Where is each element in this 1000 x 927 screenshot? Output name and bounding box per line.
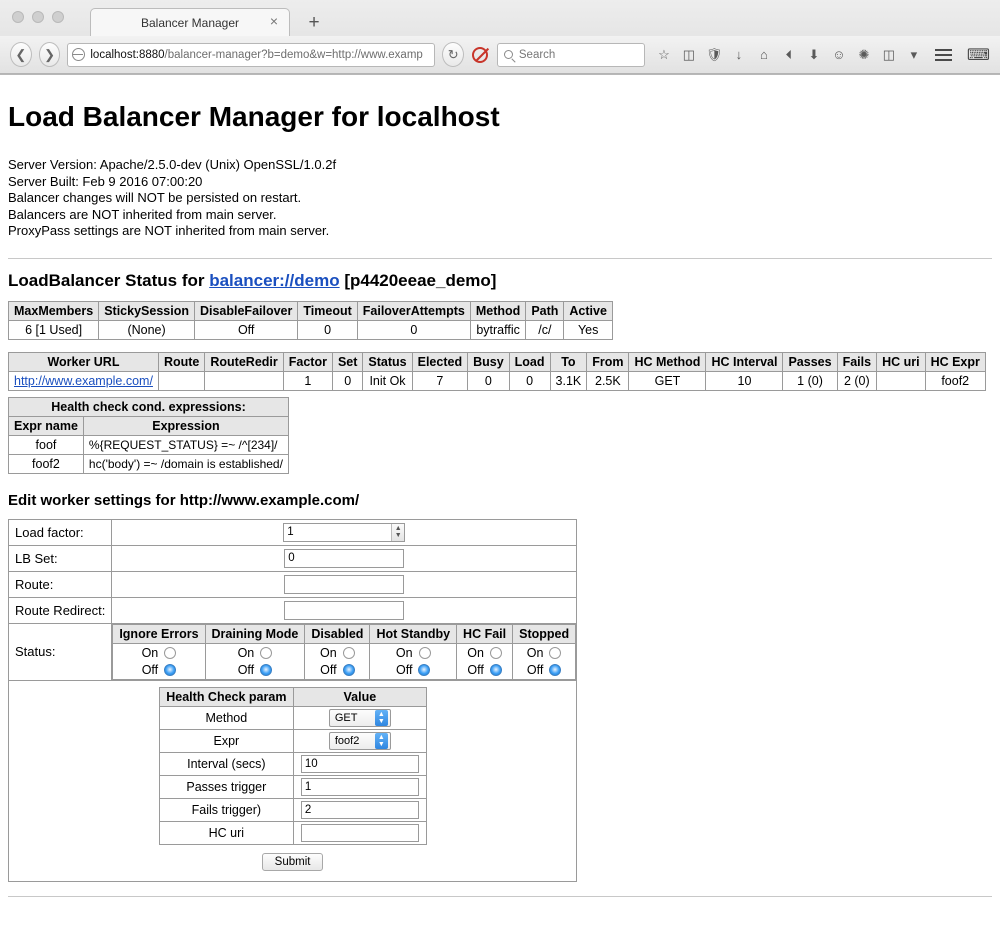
blocked-content-icon[interactable] (471, 42, 490, 67)
radio-on-label: On (320, 645, 337, 660)
cell-expression: %{REQUEST_STATUS} =~ /^[234]/ (83, 435, 288, 454)
cell-hc-param-interval: Interval (secs) (159, 752, 294, 775)
tab-balancer-manager[interactable] (90, 8, 290, 36)
th-expr-name: Expr name (9, 416, 84, 435)
cell-hc-param-expr: Expr (159, 729, 294, 752)
cell-hc-value-uri[interactable] (294, 821, 426, 844)
radio-group-draining-mode[interactable] (205, 643, 305, 679)
th-hc-expr: HC Expr (925, 352, 985, 371)
hc-fails-input[interactable] (301, 801, 419, 819)
cell-hc-value-method[interactable] (294, 706, 426, 729)
search-placeholder: Search (518, 48, 556, 61)
cell-elected: 7 (412, 371, 467, 390)
table-header-row (9, 416, 289, 435)
radio-on-label: On (141, 645, 159, 660)
tab-title: Balancer Manager (140, 15, 240, 30)
cell-to: 3.1K (550, 371, 587, 390)
select-arrows-icon[interactable]: ▲ ▼ (375, 733, 388, 749)
th-passes: Passes (783, 352, 837, 371)
radio-button-icon[interactable] (549, 647, 561, 659)
radio-group-hot-standby[interactable] (370, 643, 457, 679)
th-hc-interval: HC Interval (706, 352, 783, 371)
cell-hc-method: GET (629, 371, 706, 390)
radio-disabled-off[interactable] (320, 663, 354, 677)
cell-route (158, 371, 204, 390)
hc-passes-input[interactable] (301, 778, 419, 796)
radio-button-selected-icon[interactable] (490, 664, 502, 676)
table-header-row (9, 301, 613, 320)
cell-hc-value-fails[interactable] (294, 798, 426, 821)
label-route: Route: (9, 571, 112, 597)
th-active: Active (564, 301, 613, 320)
download-icon[interactable]: ↓ (735, 47, 743, 62)
radio-group-hc-fail[interactable] (457, 643, 513, 679)
th-busy: Busy (468, 352, 510, 371)
th-hot-standby: Hot Standby (370, 624, 457, 643)
radio-hc-fail-off[interactable] (467, 663, 501, 677)
cell-active: Yes (564, 320, 613, 339)
radio-draining-mode-on[interactable] (238, 646, 273, 660)
radio-hc-fail-on[interactable] (467, 646, 502, 660)
table-header-row (113, 624, 576, 643)
radio-draining-mode-off[interactable] (238, 663, 272, 677)
server-meta (8, 157, 992, 240)
th-timeout: Timeout (298, 301, 357, 320)
table-caption-row (9, 397, 289, 416)
lb-set-input[interactable] (284, 549, 404, 568)
th-expression: Expression (83, 416, 288, 435)
search-icon (504, 50, 513, 59)
maximize-window-button[interactable] (52, 11, 64, 23)
form-row-lb-set (9, 545, 577, 571)
cell-expression: hc('body') =~ /domain is established/ (83, 454, 288, 473)
th-disablefailover: DisableFailover (194, 301, 297, 320)
radio-button-icon[interactable] (419, 647, 431, 659)
edit-worker-form (8, 519, 577, 882)
radio-group-disabled[interactable] (305, 643, 370, 679)
navigation-bar (0, 36, 1000, 74)
cell-hc-param-method: Method (159, 706, 294, 729)
radio-button-selected-icon[interactable] (260, 664, 272, 676)
cell-maxmembers: 6 [1 Used] (9, 320, 99, 339)
status-radio-row (113, 643, 576, 679)
form-row-route (9, 571, 577, 597)
radio-on-label: On (526, 645, 544, 660)
th-failoverattempts: FailoverAttempts (357, 301, 470, 320)
th-set: Set (332, 352, 362, 371)
worker-url-link[interactable]: http://www.example.com/ (14, 373, 153, 388)
radio-button-icon[interactable] (490, 647, 502, 659)
cell-path: /c/ (526, 320, 564, 339)
balancer-heading-prefix: LoadBalancer Status for (8, 270, 210, 290)
cell-hc-param-fails: Fails trigger) (159, 798, 294, 821)
search-input[interactable] (497, 43, 645, 67)
radio-stopped-on[interactable] (527, 646, 562, 660)
radio-on-label: On (395, 645, 413, 660)
cell-hc-value-expr[interactable] (294, 729, 426, 752)
table-row (159, 798, 426, 821)
menu-button[interactable] (935, 49, 952, 61)
cell-method: bytraffic (470, 320, 525, 339)
extension-icon[interactable]: ✺ (858, 46, 870, 62)
shield-icon[interactable]: 🛡 (705, 46, 723, 62)
balancer-heading (8, 271, 992, 291)
keyboard-icon[interactable]: ⌨ (966, 46, 990, 64)
field-load-factor[interactable] (112, 519, 577, 545)
forward-button[interactable]: ❯ (39, 42, 61, 67)
meta-line-1: Server Built: Feb 9 2016 07:00:20 (8, 173, 203, 189)
hc-uri-input[interactable] (301, 824, 419, 842)
browser-chrome (0, 0, 1000, 75)
cell-failoverattempts: 0 (357, 320, 470, 339)
minimize-window-button[interactable] (32, 11, 44, 23)
new-tab-button[interactable]: + (308, 12, 320, 33)
radio-off-label: Off (396, 662, 413, 677)
cell-set: 0 (332, 371, 362, 390)
status-table (112, 624, 576, 680)
send-icon[interactable]: ⏴ (785, 46, 793, 62)
chevron-down-icon[interactable]: ▾ (910, 46, 918, 62)
cell-load: 0 (509, 371, 550, 390)
status-cell (112, 623, 577, 680)
th-hc-param: Health Check param (159, 687, 294, 706)
form-row-health-check (9, 680, 577, 881)
th-to: To (550, 352, 587, 371)
hc-expressions-caption: Health check cond. expressions: (9, 397, 289, 416)
cell-hc-interval: 10 (706, 371, 783, 390)
radio-button-selected-icon[interactable] (343, 664, 355, 676)
cell-passes: 1 (0) (783, 371, 837, 390)
table-header-row (159, 687, 426, 706)
radio-stopped-off[interactable] (527, 663, 561, 677)
th-from: From (587, 352, 629, 371)
cell-busy: 0 (468, 371, 510, 390)
th-worker-url: Worker URL (9, 352, 159, 371)
th-maxmembers: MaxMembers (9, 301, 99, 320)
divider-top (8, 258, 992, 259)
load-factor-input[interactable] (283, 523, 405, 542)
hc-expr-select[interactable] (329, 732, 391, 750)
url-path: /balancer-manager?b=demo&w=http://www.examp (164, 48, 423, 61)
hc-method-selected-value: GET (334, 711, 358, 724)
submit-button[interactable]: Submit (262, 853, 324, 871)
radio-off-label: Off (320, 662, 337, 677)
hc-expr-selected-value: foof2 (334, 734, 360, 747)
cell-hc-value-passes[interactable] (294, 775, 426, 798)
meta-line-3: Balancers are NOT inherited from main server. (8, 206, 277, 222)
radio-on-label: On (467, 645, 484, 660)
close-tab-icon[interactable]: × (269, 13, 279, 29)
th-hc-value: Value (294, 687, 426, 706)
table-row (9, 435, 289, 454)
url-host: localhost:8880 (90, 48, 165, 61)
route-input[interactable] (284, 575, 404, 594)
cell-worker-url (9, 371, 159, 390)
table-row (159, 775, 426, 798)
radio-off-label: Off (237, 662, 255, 677)
radio-button-selected-icon[interactable] (418, 664, 430, 676)
select-arrows-icon[interactable]: ▲ ▼ (375, 710, 388, 726)
meta-line-2: Balancer changes will NOT be persisted on restart. (8, 190, 302, 205)
hc-interval-input[interactable] (301, 755, 419, 773)
cell-hc-param-uri: HC uri (159, 821, 294, 844)
table-row (9, 371, 986, 390)
hc-method-select[interactable] (329, 709, 391, 727)
bookmark-star-icon[interactable]: ☆ (658, 46, 670, 62)
th-path: Path (526, 301, 564, 320)
edit-worker-heading: Edit worker settings for http://www.example.com/ (8, 491, 360, 509)
cell-expr-name: foof (9, 435, 84, 454)
page-title: Load Balancer Manager for localhost (8, 101, 500, 132)
th-hc-method: HC Method (629, 352, 706, 371)
label-route-redirect: Route Redirect: (9, 597, 112, 623)
th-fails: Fails (837, 352, 877, 371)
th-load: Load (509, 352, 550, 371)
th-route: Route (158, 352, 204, 371)
radio-button-icon[interactable] (260, 647, 272, 659)
page-content (0, 75, 1000, 897)
radio-on-label: On (237, 645, 255, 660)
radio-button-icon[interactable] (343, 647, 355, 659)
balancer-link[interactable]: balancer://demo (209, 270, 340, 290)
field-lb-set[interactable] (112, 545, 577, 571)
radio-button-selected-icon[interactable] (549, 664, 561, 676)
radio-off-label: Off (526, 662, 544, 677)
address-bar[interactable] (67, 43, 435, 67)
meta-line-4: ProxyPass settings are NOT inherited from main server. (8, 223, 330, 238)
th-stopped: Stopped (513, 624, 576, 643)
cell-hc-param-passes: Passes trigger (159, 775, 294, 798)
table-header-row (9, 352, 986, 371)
field-route-redirect[interactable] (112, 597, 577, 623)
meta-line-0: Server Version: Apache/2.5.0-dev (Unix) OpenSSL/1.0.2f (8, 157, 337, 172)
table-row (159, 729, 426, 752)
label-load-factor: Load factor: (9, 519, 112, 545)
cell-fails: 2 (0) (837, 371, 877, 390)
radio-button-icon[interactable] (164, 647, 176, 659)
reader-view-icon[interactable]: ◫ (682, 46, 696, 62)
radio-group-stopped[interactable] (513, 643, 576, 679)
label-lb-set: LB Set: (9, 545, 112, 571)
tab-bar (0, 0, 1000, 36)
smiley-icon[interactable]: ☺ (832, 47, 846, 62)
address-bar-text (90, 49, 422, 61)
home-icon[interactable]: ⌂ (759, 47, 768, 62)
th-draining-mode: Draining Mode (205, 624, 305, 643)
cell-stickysession: (None) (99, 320, 195, 339)
cell-hc-expr: foof2 (925, 371, 985, 390)
table-row (159, 752, 426, 775)
th-ignore-errors: Ignore Errors (113, 624, 205, 643)
th-factor: Factor (283, 352, 332, 371)
balancer-heading-suffix: [p4420eeae_demo] (339, 270, 497, 290)
form-row-route-redirect (9, 597, 577, 623)
th-hc-uri: HC uri (877, 352, 926, 371)
radio-hot-standby-on[interactable] (396, 646, 431, 660)
load-factor-spinner-wrap[interactable] (283, 523, 405, 542)
submit-row (9, 847, 576, 877)
field-route[interactable] (112, 571, 577, 597)
library-icon[interactable]: ◫ (882, 46, 896, 62)
pocket-icon[interactable]: ⬇ (808, 46, 820, 62)
th-status: Status (363, 352, 412, 371)
label-status: Status: (9, 623, 112, 680)
cell-hc-uri (877, 371, 926, 390)
reload-button[interactable]: ↻ (442, 42, 464, 67)
back-button[interactable]: ❮ (10, 42, 32, 67)
th-hc-fail: HC Fail (457, 624, 513, 643)
close-window-button[interactable] (12, 11, 24, 23)
radio-group-ignore-errors[interactable] (113, 643, 205, 679)
cell-expr-name: foof2 (9, 454, 84, 473)
th-elected: Elected (412, 352, 467, 371)
radio-hot-standby-off[interactable] (396, 663, 430, 677)
health-check-param-table (159, 687, 427, 845)
divider-bottom (8, 896, 992, 897)
radio-off-label: Off (141, 662, 159, 677)
cell-routeredir (205, 371, 283, 390)
th-method: Method (470, 301, 525, 320)
toolbar-icons (656, 47, 922, 63)
radio-disabled-on[interactable] (320, 646, 355, 660)
spinner-up-down-icon[interactable]: ▲ ▼ (391, 524, 404, 541)
balancer-status-table (8, 301, 613, 340)
cell-from: 2.5K (587, 371, 629, 390)
radio-button-selected-icon[interactable] (164, 664, 176, 676)
table-row (159, 821, 426, 844)
globe-icon (72, 48, 85, 61)
cell-factor: 1 (283, 371, 332, 390)
cell-disablefailover: Off (194, 320, 297, 339)
th-disabled: Disabled (305, 624, 370, 643)
radio-ignore-errors-off[interactable] (142, 663, 176, 677)
th-stickysession: StickySession (99, 301, 195, 320)
table-row (159, 706, 426, 729)
health-check-cell (9, 680, 577, 881)
th-routeredir: RouteRedir (205, 352, 283, 371)
health-check-expressions-table (8, 397, 289, 474)
radio-off-label: Off (467, 662, 484, 677)
window-controls[interactable] (12, 11, 64, 23)
radio-ignore-errors-on[interactable] (142, 646, 177, 660)
route-redirect-input[interactable] (284, 601, 404, 620)
cell-hc-value-interval[interactable] (294, 752, 426, 775)
table-row (9, 320, 613, 339)
cell-timeout: 0 (298, 320, 357, 339)
cell-status: Init Ok (363, 371, 412, 390)
form-row-status (9, 623, 577, 680)
form-row-load-factor (9, 519, 577, 545)
worker-table (8, 352, 986, 391)
table-row (9, 454, 289, 473)
